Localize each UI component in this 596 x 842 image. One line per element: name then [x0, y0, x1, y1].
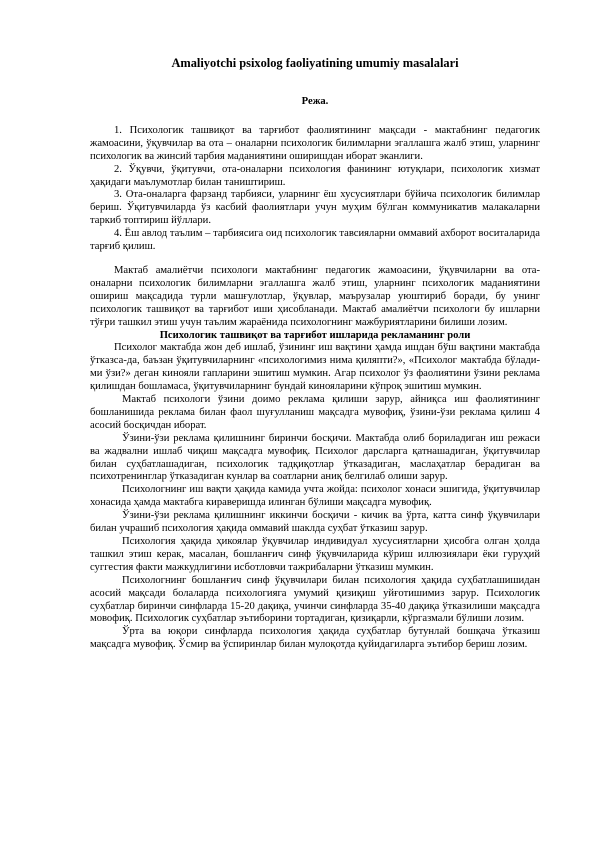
section-paragraph-6: Психология ҳақида ҳикоялар ўқувчилар индивидуал хусусиятларни ҳисобга олган ҳолда ташкил этиш керак, масалан, бошланғич синф ўқувчиларида кўриш иллюзиялари ёки гуруҳий суггестия факти мажкудлигини исботловчи тажрибаларни ўтказиш мумкин. [90, 536, 540, 573]
plan-item-1: 1. Психологик ташвиқот ва тарғибот фаолиятининг мақсади - мактабнинг педагогик жамоасини, ўқувчилар ва ота – оналарни психологик билимларни эгаллашга жалб этиш, уларнинг психологик ва жинсий тарбия маданиятини оширишдан иборат эканлиги. [90, 124, 540, 162]
section-heading: Психологик ташвиқот ва тарғибот ишларида рекламанинг роли [159, 329, 471, 341]
section-paragraph-4: Психологнинг иш вақти ҳақида камида учта жойда: психолог хонаси эшигида, ўқитувчилар хонасида ҳамда мактабга кираверишда илинган бўлиши мақсадга мувофиқ. [90, 484, 540, 509]
plan-list [90, 125, 540, 254]
spacer [90, 254, 540, 265]
plan-item-3: 3. Ота-оналарга фарзанд тарбияси, уларнинг ёш хусусиятлари бўйича психологик билимлар бериш. Ўқитувчиларда ўз касбий фаолиятлари учун муҳим бўлган коммуникатив малакаларни таркиб топтириш йўллари. [90, 189, 540, 227]
section-paragraph-1: Психолог мактабда жон деб ишлаб, ўзининг иш вақтини ҳамда ишдан бўш вақтини мактабда ўтказса-да, баъзан ўқитувчиларнинг «психологимиз нима қиляпти?», «Психолог мактабда бўлади-ми ўзи?» деган кинояли гапларини эшитиш мумкин. Агар психолог ўз фаолиятини ўзини реклама қилишдан бошламаса, ўқитувчиларнинг бундай кинояларини кўпроқ эшитиш мумкин. [90, 342, 540, 393]
plan-item-4: 4. Ёш авлод таълим – тарбиясига оид психологик тавсияларни оммавий ахборот воситаларида тарғиб қилиш. [90, 228, 540, 253]
plan-item-2: 2. Ўқувчи, ўқитувчи, ота-оналарни психология фанининг ютуқлари, психологик хизмат ҳақидаги маълумотлар билан таништириш. [90, 163, 540, 188]
section-paragraph-8: Ўрта ва юқори синфларда психология ҳақида суҳбатлар бутунлай бошқача ўтказиш мақсадга мувофиқ. Ўсмир ва ўспиринлар билан мулоқотда қуйидагиларга эътибор бериш лозим. [90, 626, 540, 651]
section-paragraph-3: Ўзини-ўзи реклама қилишнинг биринчи босқичи. Мактабда олиб бориладиган иш режаси ва жадвални ишлаб чиқиш мақсадга мувофиқ. Психолог дарсларга қатнашадиган, ўқитувчилар билан суҳбатлашадиган, психологик тадқиқотлар ўтказадиган, маслаҳатлар берадиган ва психотренинглар ўтказадиган кунлар ва соатларни аниқ белгилаб олиши зарур. [90, 432, 540, 483]
section-paragraph-2: Мактаб психологи ўзини доимо реклама қилиши зарур, айниқса иш фаолиятининг бошланишида реклама билан фаол шуғулланиш мақсадга мувофиқ, ўзини-ўзи реклама қилиш 4 асосий босқичдан иборат. [90, 394, 540, 431]
section-paragraph-7: Психологнинг бошланғич синф ўқувчилари билан психология ҳақида суҳбатлашишидан асосий мақсади болаларда психологияга умумий қизиқиш уйғотишимиз зарур. Психологик суҳбатлар биринчи синфларда 15-20 дақиқа, учинчи синфларда 35-40 дақиқа ўтказилиши мақсадга мовофиқ. Психологик суҳбатлар эътиборини тортадиган, қизиқарли, кўргазмали бўлиши лозим. [90, 574, 540, 625]
document-title: Amaliyotchi psixolog faoliyatining umumiy masalalari [171, 56, 459, 70]
section-paragraph-5: Ўзини-ўзи реклама қилишнинг иккинчи босқичи - кичик ва ўрта, катта синф ўқувчилари билан учрашиб психология ҳақида оммавий шаклда суҳбат ўтказиш зарур. [90, 510, 540, 535]
intro-paragraph: Мактаб амалиётчи психологи мактабнинг педагогик жамоасини, ўқувчиларни ва ота-оналарни психологик билимларни эгаллашга жалб этиш, уларнинг психологик маданиятини ошириш мақсадида турли машғулотлар, ўқувлар, маърузалар уюштириб боради, бу унинг психологик ташвиқот ва тарғибот иши ҳисобланади. Мактаб амалиётчи психологи бу ишларни тўғри ташкил этиш учун таълим жараёнида психологнинг мажбуриятларини билиши лозим. [90, 264, 540, 328]
plan-heading: Режа. [301, 96, 329, 107]
